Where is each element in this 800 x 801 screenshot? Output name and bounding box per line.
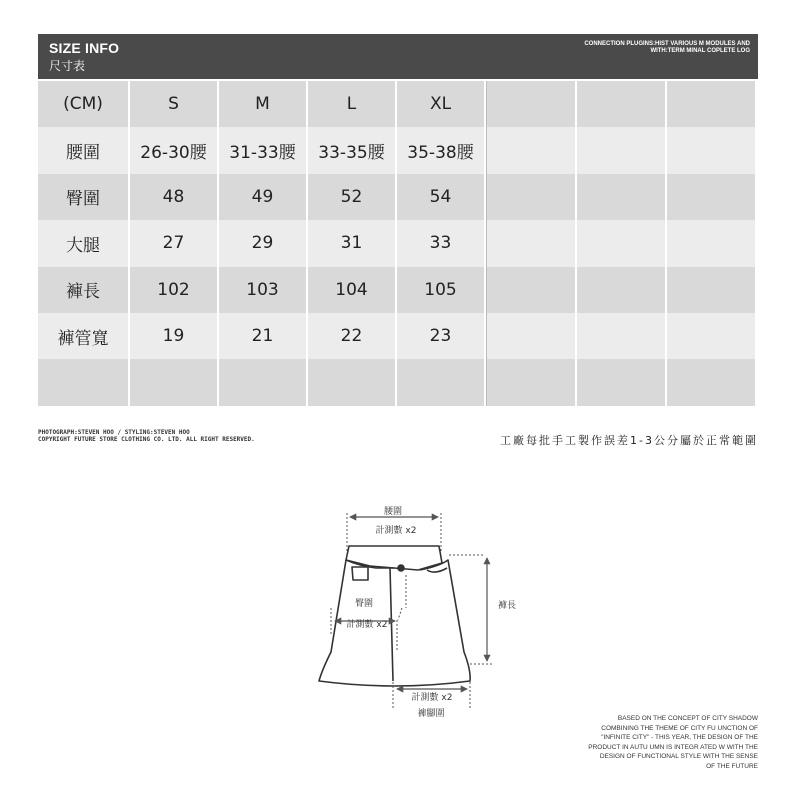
row-label: 腰圍 (38, 127, 128, 173)
table-cell: 29 (219, 220, 306, 266)
table-cell: 33-35腰 (308, 127, 395, 173)
table-cell: 54 (397, 174, 484, 220)
row-label: 臀圍 (38, 174, 128, 220)
table-cell: 48 (130, 174, 217, 220)
header-cell-s: S (130, 81, 217, 127)
header-tagline-line: CONNECTION PLUGINS:HIST VARIOUS M MODULES AND (584, 41, 750, 47)
table-cell: 105 (397, 267, 484, 313)
hem-measure: 計測數 x2 (411, 693, 453, 703)
header-cell-l: L (308, 81, 395, 127)
header-tagline-line: WITH:TERM MINAL COPLETE LOG (650, 48, 750, 54)
header-cell-xl: XL (397, 81, 484, 127)
page-title: SIZE INFO (49, 40, 120, 56)
table-cell: 35-38腰 (397, 127, 484, 173)
hip-label: 臀圍 (354, 599, 374, 609)
concept-line: PRODUCT IN AUTU UMN IS INTEGR ATED W WITH THE (588, 743, 758, 751)
table-cell: 104 (308, 267, 395, 313)
table-cell: 26-30腰 (130, 127, 217, 173)
table-cell: 27 (130, 220, 217, 266)
table-cell: 22 (308, 313, 395, 359)
table-cell: 102 (130, 267, 217, 313)
page-subtitle: 尺寸表 (49, 59, 86, 73)
table-cell: 19 (130, 313, 217, 359)
table-cell: 49 (219, 174, 306, 220)
tolerance-note: 工廠每批手工製作誤差1-3公分屬於正常範圍 (500, 434, 758, 447)
row-label: 褲管寬 (38, 313, 128, 359)
row-label: 大腿 (38, 220, 128, 266)
header-cell-unit: (CM) (38, 81, 128, 127)
credit-line: COPYRIGHT FUTURE STORE CLOTHING CO. LTD. ALL RIGHT RESERVED. (38, 436, 255, 443)
hem-label: 褲腳圍 (417, 709, 445, 719)
row-label: 褲長 (38, 267, 128, 313)
concept-text (518, 714, 758, 771)
table-cell: 103 (219, 267, 306, 313)
length-label: 褲長 (497, 601, 517, 611)
table-cell: 23 (397, 313, 484, 359)
hip-measure: 計測數 x2 (346, 620, 388, 630)
waist-label: 腰圍 (383, 507, 403, 517)
shorts-outline (319, 546, 470, 686)
dashed-guides (331, 513, 492, 710)
table-cell: 52 (308, 174, 395, 220)
credit-line: PHOTOGRAPH:STEVEN HOO / STYLING:STEVEN HOO (38, 429, 190, 436)
concept-line: OF THE FUTURE (706, 762, 758, 770)
table-cell: 33 (397, 220, 484, 266)
concept-line: COMBINING THE THEME OF CITY FU UNCTION OF (601, 724, 758, 732)
table-cell: 21 (219, 313, 306, 359)
table-cell: 31-33腰 (219, 127, 306, 173)
concept-line: DESIGN OF FUNCTIONAL STYLE WITH THE SENSE (599, 753, 758, 760)
concept-line: "INFINITE CITY" - THIS YEAR, THE DESIGN OF THE (601, 734, 758, 741)
header-cell-m: M (219, 81, 306, 127)
waist-measure: 計測數 x2 (375, 526, 417, 536)
table-cell: 31 (308, 220, 395, 266)
concept-line: BASED ON THE CONCEPT OF CITY SHADOW (617, 715, 758, 722)
